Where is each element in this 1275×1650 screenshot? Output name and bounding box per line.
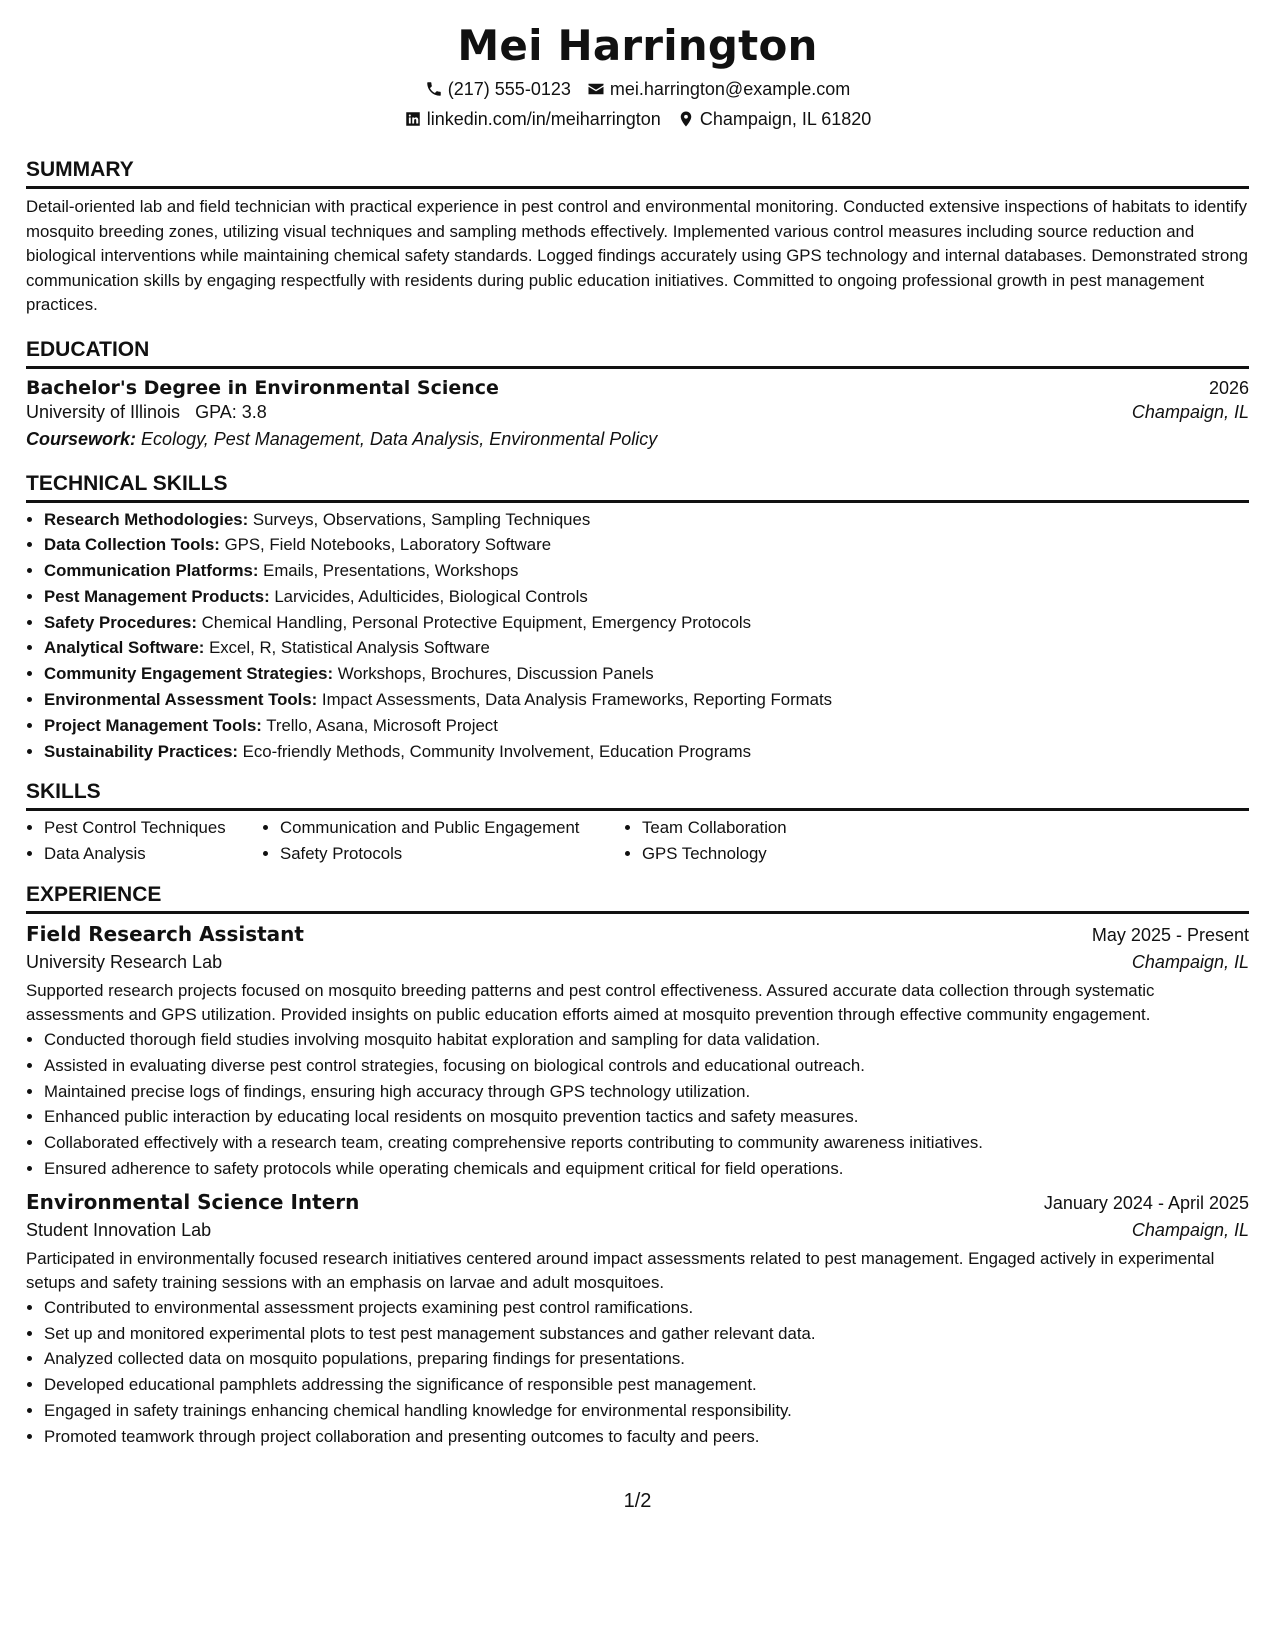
job-description: Supported research projects focused on mosquito breeding patterns and pest control effectiveness. Assured accurate data collection through systematic assessments and GPS utilization. Provided insights on public education efforts aimed at mosquito prevention through effective community engagement. bbox=[26, 981, 1155, 1025]
skill-value: Excel, R, Statistical Analysis Software bbox=[209, 638, 490, 658]
phone-contact bbox=[425, 74, 571, 104]
skill-label: Research Methodologies: bbox=[44, 509, 249, 529]
skill-value: Chemical Handling, Personal Protective Equipment, Emergency Protocols bbox=[201, 612, 752, 632]
skill-label: Data Collection Tools: bbox=[44, 535, 220, 555]
job-subheader bbox=[26, 1220, 1249, 1241]
job-title: Field Research Assistant bbox=[26, 922, 304, 947]
list-item bbox=[44, 713, 1249, 739]
job-organization: Student Innovation Lab bbox=[26, 1219, 212, 1240]
job-description: Participated in environmentally focused research initiatives centered around impact assessments related to pest management. Engaged actively in experimental setups and safety training sessions with an emphasis on larvae and adult mosquitoes. bbox=[26, 1248, 1215, 1292]
skills-column-1 bbox=[26, 815, 262, 867]
skill-value: Larvicides, Adulticides, Biological Controls bbox=[274, 586, 588, 606]
resume-page bbox=[26, 18, 1249, 1450]
education-heading: EDUCATION bbox=[26, 324, 1249, 369]
skill-value: Emails, Presentations, Workshops bbox=[263, 561, 519, 581]
contact-line-2 bbox=[26, 104, 1249, 134]
list-item: • Set up and monitored experimental plots to test pest management substances and gather relevant data. bbox=[44, 1321, 1249, 1347]
list-item bbox=[44, 610, 1249, 636]
experience-heading: EXPERIENCE bbox=[26, 869, 1249, 914]
skill-label: Pest Management Products: bbox=[44, 586, 270, 606]
skill-label: Environmental Assessment Tools: bbox=[44, 690, 318, 710]
envelope-icon bbox=[587, 80, 605, 98]
skill-value: Trello, Asana, Microsoft Project bbox=[266, 715, 498, 735]
skill-label: Safety Procedures: bbox=[44, 612, 197, 632]
location-text: Champaign, IL 61820 bbox=[699, 109, 872, 129]
email-text[interactable]: mei.harrington@example.com bbox=[609, 79, 851, 99]
email-contact[interactable] bbox=[587, 74, 850, 104]
list-item: • Contributed to environmental assessment projects examining pest control ramifications. bbox=[44, 1295, 1249, 1321]
skill-value: Eco-friendly Methods, Community Involvement, Education Programs bbox=[242, 741, 751, 761]
gpa: GPA: 3.8 bbox=[195, 401, 267, 422]
skill-label: Community Engagement Strategies: bbox=[44, 664, 334, 684]
job-header bbox=[26, 1190, 1249, 1214]
list-item bbox=[44, 687, 1249, 713]
list-item: • Conducted thorough field studies involving mosquito habitat exploration and sampling for data validation. bbox=[44, 1027, 1249, 1053]
summary-heading: SUMMARY bbox=[26, 144, 1249, 189]
skill-label: Project Management Tools: bbox=[44, 715, 262, 735]
job-bullets bbox=[26, 1027, 1249, 1182]
skill-label: Analytical Software: bbox=[44, 638, 205, 658]
school-location: Champaign, IL bbox=[1131, 401, 1249, 422]
school-name: University of Illinois bbox=[26, 401, 181, 422]
job-header bbox=[26, 922, 1249, 946]
list-item bbox=[44, 739, 1249, 765]
phone-icon bbox=[425, 80, 443, 98]
job-title: Environmental Science Intern bbox=[26, 1189, 360, 1214]
job-location: Champaign, IL bbox=[1131, 952, 1249, 973]
skills-column-3 bbox=[624, 815, 882, 867]
job-dates: May 2025 - Present bbox=[1091, 925, 1249, 946]
job-entry bbox=[26, 1190, 1249, 1450]
list-item bbox=[44, 661, 1249, 687]
list-item bbox=[44, 584, 1249, 610]
list-item bbox=[44, 507, 1249, 533]
coursework-line bbox=[26, 429, 1249, 450]
list-item bbox=[44, 532, 1249, 558]
list-item: • Pest Control Techniques bbox=[44, 815, 262, 841]
job-entry bbox=[26, 922, 1249, 1182]
skill-value: GPS, Field Notebooks, Laboratory Software bbox=[224, 535, 552, 555]
skill-label: Communication Platforms: bbox=[44, 561, 259, 581]
job-location: Champaign, IL bbox=[1131, 1219, 1249, 1240]
technical-skills-heading: TECHNICAL SKILLS bbox=[26, 458, 1249, 503]
job-subheader bbox=[26, 952, 1249, 973]
list-item: • GPS Technology bbox=[642, 841, 882, 867]
job-dates: January 2024 - April 2025 bbox=[1043, 1192, 1249, 1213]
skill-value: Workshops, Brochures, Discussion Panels bbox=[337, 664, 654, 684]
job-organization: University Research Lab bbox=[26, 952, 223, 973]
contact-line-1 bbox=[26, 74, 1249, 104]
technical-skills-list bbox=[26, 507, 1249, 765]
list-item: • Maintained precise logs of findings, ensuring high accuracy through GPS technology utilization. bbox=[44, 1079, 1249, 1105]
education-row-2 bbox=[26, 402, 1249, 423]
list-item: • Safety Protocols bbox=[280, 841, 624, 867]
list-item: • Promoted teamwork through project collaboration and presenting outcomes to faculty and peers. bbox=[44, 1424, 1249, 1450]
skills-heading: SKILLS bbox=[26, 766, 1249, 811]
list-item: • Collaborated effectively with a research team, creating comprehensive reports contributing to community awareness initiatives. bbox=[44, 1130, 1249, 1156]
linkedin-contact[interactable] bbox=[404, 104, 661, 134]
list-item: • Developed educational pamphlets addressing the significance of responsible pest management. bbox=[44, 1372, 1249, 1398]
list-item: • Ensured adherence to safety protocols while operating chemicals and equipment critical for field operations. bbox=[44, 1156, 1249, 1182]
list-item bbox=[44, 635, 1249, 661]
job-bullets bbox=[26, 1295, 1249, 1450]
skill-label: Sustainability Practices: bbox=[44, 741, 238, 761]
coursework-list: Ecology, Pest Management, Data Analysis, Environmental Policy bbox=[141, 428, 658, 449]
degree-title: Bachelor's Degree in Environmental Science bbox=[26, 376, 499, 399]
list-item: • Engaged in safety trainings enhancing chemical handling knowledge for environmental responsibility. bbox=[44, 1398, 1249, 1424]
list-item: • Data Analysis bbox=[44, 841, 262, 867]
skills-column-2 bbox=[262, 815, 624, 867]
coursework-label: Coursework: bbox=[26, 428, 137, 449]
linkedin-text[interactable]: linkedin.com/in/meiharrington bbox=[426, 109, 661, 129]
phone-text: (217) 555-0123 bbox=[447, 79, 571, 99]
list-item: • Team Collaboration bbox=[642, 815, 882, 841]
list-item: • Communication and Public Engagement bbox=[280, 815, 624, 841]
page-number: 1/2 bbox=[623, 1490, 652, 1512]
location-contact bbox=[677, 104, 871, 134]
list-item: • Enhanced public interaction by educating local residents on mosquito prevention tactics and safety measures. bbox=[44, 1104, 1249, 1130]
linkedin-icon bbox=[404, 110, 422, 128]
graduation-year: 2026 bbox=[1208, 377, 1249, 398]
education-row-1 bbox=[26, 377, 1249, 399]
map-pin-icon bbox=[677, 110, 695, 128]
skill-value: Surveys, Observations, Sampling Techniques bbox=[252, 509, 591, 529]
list-item: • Assisted in evaluating diverse pest control strategies, focusing on biological controls and educational outreach. bbox=[44, 1053, 1249, 1079]
candidate-name: Mei Harrington bbox=[457, 21, 818, 70]
skills-columns bbox=[26, 815, 1249, 867]
list-item bbox=[44, 558, 1249, 584]
list-item: • Analyzed collected data on mosquito populations, preparing findings for presentations. bbox=[44, 1346, 1249, 1372]
summary-text: Detail-oriented lab and field technician with practical experience in pest control and environmental monitoring. Conducted extensive inspections of habitats to identify mosquito breeding zones, utilizing visual techniques and sampling methods effectively. Implemented various control measures including source reduction and biological interventions while maintaining chemical safety standards. Logged findings accurately using GPS technology and internal databases. Demonstrated strong communication skills by engaging respectfully with residents during public education initiatives. Committed to ongoing professional growth in pest management practices. bbox=[26, 197, 1249, 314]
skill-value: Impact Assessments, Data Analysis Frameworks, Reporting Formats bbox=[321, 690, 833, 710]
school-info bbox=[26, 402, 267, 423]
